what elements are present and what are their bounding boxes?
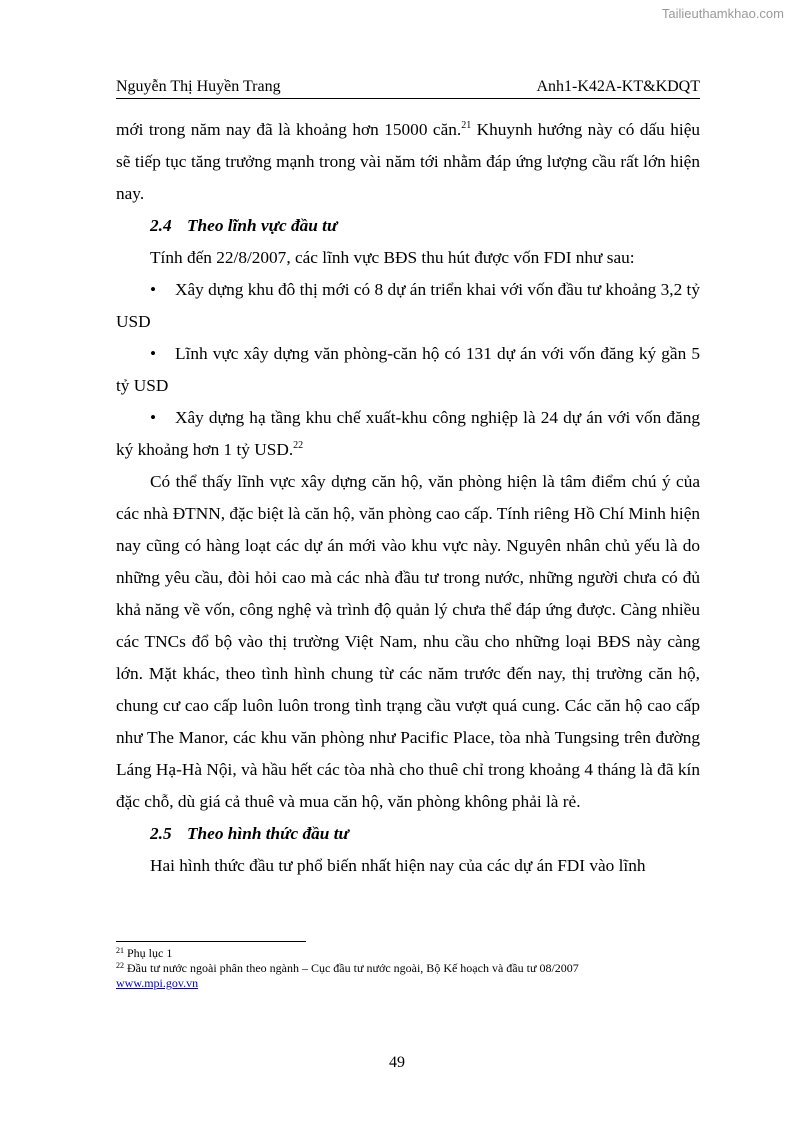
section-heading-2-5: 2.5 Theo hình thức đầu tư xyxy=(150,824,349,843)
footnotes xyxy=(116,946,700,991)
section-2-4-paragraph: Có thể thấy lĩnh vực xây dựng căn hộ, văn phòng hiện là tâm điểm chú ý của các nhà ĐTNN, đặc biệt là căn hộ, văn phòng cao cấp. Tính riêng Hồ Chí Minh hiện nay cũng có hàng loạt các dự án mới vào khu vực này. Nguyên nhân chủ yếu là do những yêu cầu, đòi hỏi cao mà các nhà đầu tư trong nước, những người chưa có đủ khả năng về vốn, công nghệ và trình độ quản lý chưa thể đáp ứng được. Càng nhiều các TNCs đổ bộ vào thị trường Việt Nam, nhu cầu cho những loại BĐS này càng lớn. Mặt khác, theo tình hình chung từ các năm trước đến nay, thị trường căn hộ, chung cư cao cấp luôn luôn trong tình trạng cầu vượt quá cung. Các căn hộ cao cấp như The Manor, các khu văn phòng như Pacific Place, tòa nhà Tungsing trên đường Láng Hạ-Hà Nội, và hầu hết các tòa nhà cho thuê chỉ trong khoảng 4 tháng là đã kín đặc chỗ, dù giá cả thuê và mua căn hộ, văn phòng không phải là rẻ. xyxy=(116,472,700,811)
section-heading-2-4: 2.4 Theo lĩnh vực đầu tư xyxy=(150,216,338,235)
page-header xyxy=(116,78,700,99)
bullet-item: • Xây dựng khu đô thị mới có 8 dự án triển khai với vốn đầu tư khoảng 3,2 tỷ USD xyxy=(116,274,700,338)
page-number: 49 xyxy=(389,1054,405,1071)
intro-paragraph: mới trong năm nay đã là khoảng hơn 15000 căn.$^{21}$ Khuynh hướng này có dấu hiệu sẽ tiếp tục tăng trưởng mạnh trong vài năm tới nhằm đáp ứng lượng cầu rất lớn hiện nay. xyxy=(116,120,701,203)
header-class-code: Anh1-K42A-KT&KDQT xyxy=(536,78,700,95)
header-author: Nguyễn Thị Huyền Trang xyxy=(116,78,281,95)
bullet-icon: • xyxy=(150,408,157,427)
footnote-ref-22: 22 xyxy=(293,440,304,451)
bullet-icon: • xyxy=(150,280,157,299)
bullet-item: • Lĩnh vực xây dựng văn phòng-căn hộ có 131 dự án với vốn đăng ký gần 5 tỷ USD xyxy=(116,338,700,402)
section-2-4-lead: Tính đến 22/8/2007, các lĩnh vực BĐS thu hút được vốn FDI như sau: xyxy=(150,248,635,267)
footnote-ref-21: 21 xyxy=(461,120,472,131)
section-2-5-paragraph: Hai hình thức đầu tư phổ biến nhất hiện nay của các dự án FDI vào lĩnh xyxy=(150,856,646,875)
footnote-22: $^{22}$ Đầu tư nước ngoài phân theo ngành – Cục đầu tư nước ngoài, Bộ Kế hoạch và đầu tư 08/2007 xyxy=(116,961,579,975)
footnote-21: $^{21}$ Phụ lục 1 xyxy=(116,946,173,960)
bullet-icon: • xyxy=(150,344,157,363)
body-text xyxy=(116,114,700,882)
watermark: Tailieuthamkhao.com xyxy=(661,6,784,21)
footnote-divider xyxy=(116,941,306,942)
footnote-link[interactable]: www.mpi.gov.vn xyxy=(116,976,199,990)
bullet-item: • Xây dựng hạ tầng khu chế xuất-khu công nghiệp là 24 dự án với vốn đăng ký khoảng hơn 1 tỷ USD.$^{22}$ xyxy=(116,402,700,466)
